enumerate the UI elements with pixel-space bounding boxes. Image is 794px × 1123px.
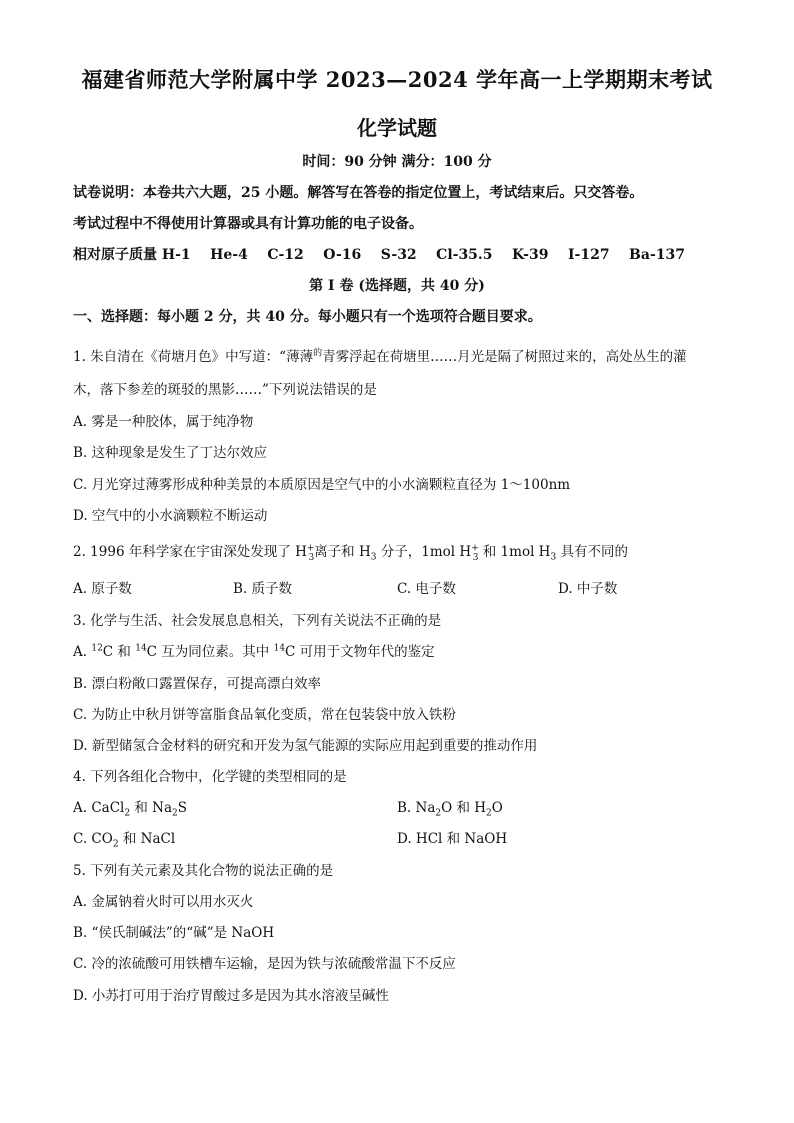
q4-stem: 4. 下列各组化合物中，化学键的类型相同的是	[73, 769, 347, 785]
q3-option-a: A. $^{12}$C 和 $^{14}$C 互为同位素。其中 $^{14}$C 可用于文物年代的鉴定	[73, 643, 435, 660]
exam-subject: 化学试题	[357, 116, 437, 140]
q4-option-c: C. $CO_2$ 和 NaCl	[73, 831, 176, 850]
q5-option-c: C. 冷的浓硫酸可用铁槽车运输，是因为铁与浓硫酸常温下不反应	[73, 956, 456, 972]
q3-option-c: C. 为防止中秋月饼等富脂食品氧化变质，常在包装袋中放入铁粉	[73, 707, 456, 723]
q1-stem-line-1: 1. 朱自清在《荷塘月色》中写道：“薄薄$^的$青雾浮起在荷塘里……月光是隔了树照过来的，高处丛生的灌	[73, 348, 687, 365]
q4-option-a: A. CaCl$_2$ 和 $Na_2S$	[73, 800, 188, 819]
instructions-line-2: 考试过程中不得使用计算器或具有计算功能的电子设备。	[73, 216, 423, 232]
q1-option-b: B. 这种现象是发生了丁达尔效应	[73, 445, 268, 461]
q4-option-b: B. $Na_2O$ 和 $H_2O$	[397, 800, 503, 819]
time-score-line: 时间：90 分钟 满分：100 分	[302, 154, 492, 170]
q5-stem: 5. 下列有关元素及其化合物的说法正确的是	[73, 863, 334, 879]
section-heading: 一、选择题：每小题 2 分，共 40 分。每小题只有一个选项符合题目要求。	[73, 309, 542, 325]
q1-option-d: D. 空气中的小水滴颗粒不断运动	[73, 508, 268, 524]
q1-option-a: A. 雾是一种胶体，属于纯净物	[73, 414, 254, 430]
q2-option-b: B. 质子数	[233, 581, 293, 597]
q2-option-d: D. 中子数	[558, 581, 618, 597]
q1-stem-line-2: 木，落下参差的斑驳的黑影……”下列说法错误的是	[73, 382, 377, 398]
q5-option-d: D. 小苏打可用于治疗胃酸过多是因为其水溶液呈碱性	[73, 988, 389, 1004]
q3-option-b: B. 漂白粉敞口露置保存，可提高漂白效率	[73, 676, 322, 692]
q3-stem: 3. 化学与生活、社会发展息息相关，下列有关说法不正确的是	[73, 613, 442, 629]
exam-title: 福建省师范大学附属中学 2023—2024 学年高一上学期期末考试	[81, 67, 713, 92]
atomic-mass-line: 相对原子质量 H-1 He-4 C-12 O-16 S-32 Cl-35.5 K-39 I-127 Ba-137	[73, 247, 685, 263]
q4-option-d: D. HCl 和 NaOH	[397, 831, 508, 847]
q1-ruby: 的	[313, 348, 323, 359]
q3-option-d: D. 新型储氢合金材料的研究和开发为氢气能源的实际应用起到重要的推动作用	[73, 738, 538, 754]
instructions-line-1: 试卷说明：本卷共六大题，25 小题。解答写在答卷的指定位置上，考试结束后。只交答卷。	[73, 185, 644, 201]
q2-option-c: C. 电子数	[397, 581, 456, 597]
q2-option-a: A. 原子数	[73, 581, 132, 597]
q5-option-b: B. “侯氏制碱法”的“碱”是 NaOH	[73, 925, 275, 941]
q2-stem: 2. 1996 年科学家在宇宙深处发现了 $H^+_3$离子和 $H_3$ 分子，1mol $H^+_3$ 和 1mol $H_3$ 具有不同的	[73, 543, 628, 563]
volume-heading: 第 I 卷 (选择题，共 40 分)	[309, 278, 485, 294]
q1-option-c: C. 月光穿过薄雾形成种种美景的本质原因是空气中的小水滴颗粒直径为 1～100nm	[73, 477, 571, 493]
q5-option-a: A. 金属钠着火时可以用水灭火	[73, 894, 254, 910]
